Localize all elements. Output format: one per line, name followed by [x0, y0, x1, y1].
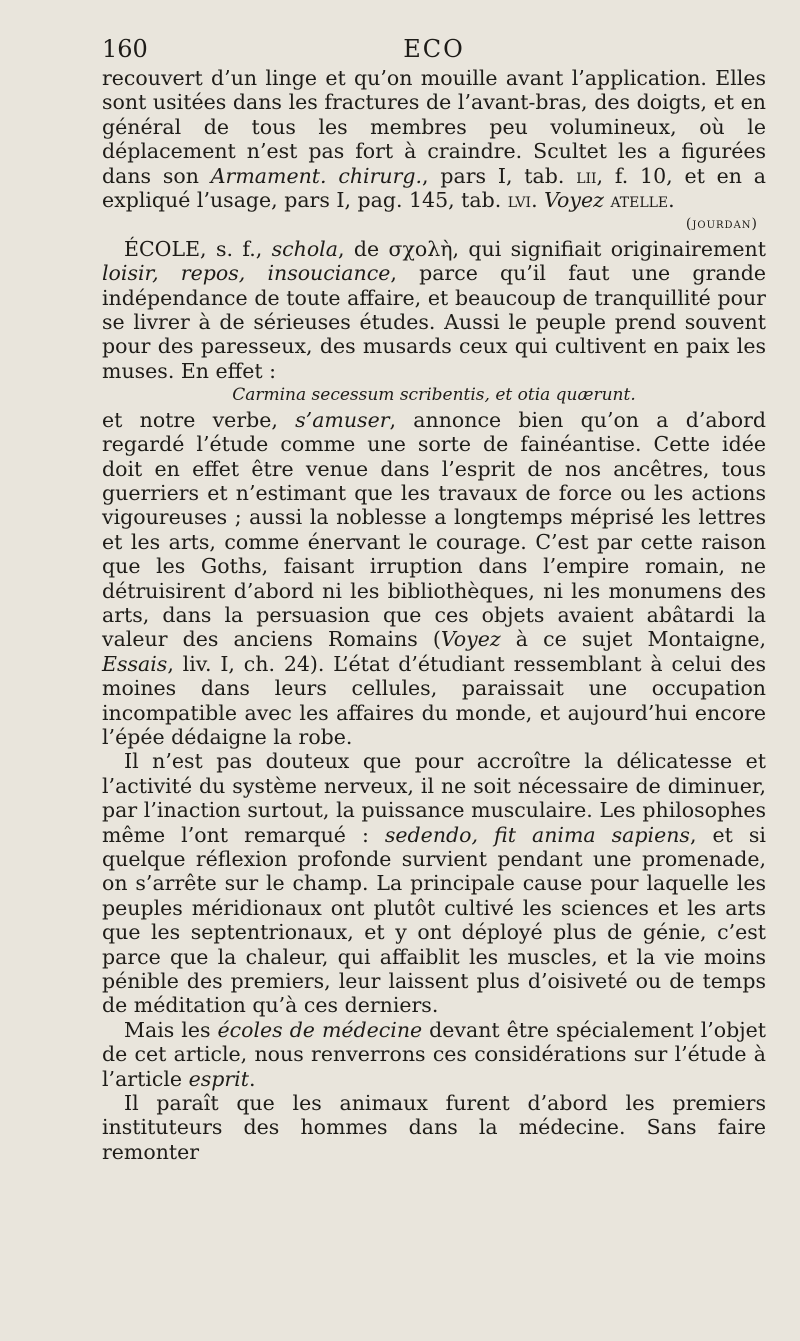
- page-header: [102, 34, 766, 64]
- verse-quote: Carmina secessum scribentis, et otia quærunt.: [232, 385, 636, 406]
- page-number: 160: [102, 35, 148, 63]
- author-signature: (jourdan): [685, 216, 758, 233]
- latin-term: schola: [271, 236, 338, 261]
- paragraph-4: Mais les écoles de médecine devant être spécialement l’objet de cet article, nous renverrons ces considérations sur l’étude à l’article esprit.: [102, 1017, 766, 1091]
- body-text: [102, 66, 766, 1164]
- paragraph-2: et notre verbe, s’amuser, annonce bien qu’on a d’abord regardé l’étude comme une sorte de fainéantise. Cette idée doit en effet être venue dans l’esprit de nos ancêtres, tous guerriers et n’estimant que les travaux de force ou les actions vigoureuses ; aussi la noblesse a longtemps méprisé les lettres et les arts, comme énervant le courage. C’est par cette raison que les Goths, faisant irruption dans l’empire romain, ne détruisirent d’abord ni les bibliothèques, ni les monumens des arts, dans la persuasion que ces objets avaient abâtardi la valeur des anciens Romains (Voyez à ce sujet Montaigne, Essais, liv. I, ch. 24). L’état d’étudiant ressemblant à celui des moines dans leurs cellules, paraissait une occupation incompatible avec les affaires du monde, et aujourd’hui encore l’épée dédaigne la robe.: [102, 407, 766, 749]
- book-title-armament: Armament. chirurg.: [210, 163, 423, 188]
- cross-reference-atelle: atelle: [610, 188, 669, 213]
- entry-paragraph: ÉCOLE, s. f., schola, de σχολὴ, qui signifiait originairement loisir, repos, insouciance, parce qu’il faut une grande indépendance de toute affaire, et beaucoup de tranquillité pour se livrer à de sérieuses études. Aussi le peuple prend souvent pour des paresseux, des musards ceux qui cultivent en paix les muses. En effet :: [102, 236, 766, 383]
- entry-headword: ÉCOLE: [124, 236, 201, 261]
- running-head: ECO: [403, 35, 465, 63]
- meaning-terms: loisir, repos, insouciance: [102, 261, 391, 286]
- continuation-paragraph: recouvert d’un linge et qu’on mouille avant l’application. Elles sont usitées dans les fractures de l’avant-bras, des doigts, et en général de tous les membres peu volumineux, où le déplacement n’est pas fort à craindre. Scultet les a figurées dans son Armament. chirurg., pars I, tab. lii, f. 10, et en a expliqué l’usage, pars I, pag. 145, tab. lvi. Voyez atelle.: [102, 66, 767, 213]
- paragraph-3: Il n’est pas douteux que pour accroître la délicatesse et l’activité du système nerveux, il ne soit nécessaire de diminuer, par l’inaction surtout, la puissance musculaire. Les philosophes même l’ont remarqué : sedendo, fit anima sapiens, et si quelque réflexion profonde survient pendant une promenade, on s’arrête sur le champ. La principale cause pour laquelle les peuples méridionaux ont plutôt cultivé les sciences et les arts que les septentrionaux, et y ont déployé plus de génie, c’est parce que la chaleur, qui affaiblit les muscles, et la vie moins pénible des premiers, leur laissent plus d’oisiveté ou de temps de méditation qu’à ces derniers.: [102, 749, 766, 1018]
- paragraph-5: Il paraît que les animaux furent d’abord les premiers instituteurs des hommes dans la médecine. Sans faire remonter: [102, 1091, 766, 1164]
- cross-reference-voyez: Voyez: [544, 188, 604, 213]
